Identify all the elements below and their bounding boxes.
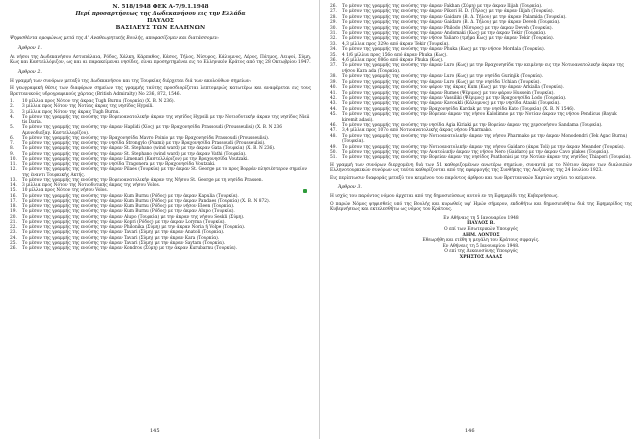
issuer: ΠΑΥΛΟΣ: [147, 18, 174, 24]
list-item-text: Το μέσον της γραμμής της ενούσης την άκραν Gaidaro (Β. Δ. Τήλου) με την άκραν Palamida (Τουρκία).: [342, 14, 567, 20]
list-item-text: Το μέσον της γραμμής της ενούσης την άκραν St. Stephano (wind ward) με την άκραν Vathi (Τουρκία).: [22, 151, 247, 157]
list-item-text: Το μέσον της γραμμής της ενούσης την άκραν Rumes (Ψέριμος) με τον φάρον Hussein (Τουρκία).: [342, 90, 555, 96]
list-item-text: Το μέσον της γραμμής της ενούσης την άκραν Kopri (Ρόδος) με την άκραν Loryma (Τουρκία).: [22, 219, 226, 225]
list-item-text: Το μέσον της γραμμής της ενούσης την άκραν Vassiliki (Ψέριμος) με την Βραχονησίδα Lodo (Τουρκία).: [342, 95, 567, 101]
list-item-text: Το μέσον της γραμμής της ενούσης την άκραν Luro (Κως) με την νησίδα Uchian (Τουρκία).: [342, 79, 541, 85]
list-item-text: 10 μίλλια προς Νότον της άκρας Tugh Burnu (Τουρκία) (Χ. Β. Ν 236).: [22, 99, 175, 104]
list-item: [10, 167, 311, 178]
list-item-number: 11.: [10, 162, 17, 167]
list-item-number: 46.: [330, 122, 337, 128]
list-item-number: 3.: [10, 109, 15, 115]
list-item-number: 28.: [330, 14, 337, 20]
list-item-number: 33.: [330, 41, 337, 47]
list-item-number: 29.: [330, 20, 337, 26]
king-title: ΒΑΣΙΛΕΥΣ ΤΩΝ ΕΛΛΗΝΩΝ: [115, 25, 206, 31]
list-item-text: Το μέσον της γραμμής της ενούσης την άκραν Kavoukli (Κάλυμνος) με την νησίδα Ataaki (Τουρκία).: [342, 101, 561, 107]
list-item-text: Το μέσον της γραμμής της ενούσης την άκραν Kum Burnu (Ρόδος) με την νήσον Eleen (Τουρκία).: [22, 204, 235, 209]
list-item-text: Το μέσον της γραμμής της ενούσης την άκραν Philonika (Σύμη) με την άκραν Noria ή Volpe (Τουρκία).: [22, 225, 246, 230]
list-item: [330, 112, 632, 123]
list-item-number: 8.: [10, 146, 15, 152]
list-item-number: 49.: [330, 144, 337, 150]
list-item-text: 10 μίλλια προς Νότον της νήσου Volos.: [22, 188, 108, 194]
list-item-number: 7.: [10, 141, 15, 146]
list-item-number: 27.: [330, 9, 337, 15]
signature-block: [330, 216, 632, 261]
list-item-text: Το μέσον της γραμμής της ενούσης την άκραν St. Stephano (wind ward) με την άκραν Gata (Τουρκία) (Χ. Β. Ν 236).: [22, 146, 276, 152]
article-2-text: Η γραμμή των συνόρων μεταξύ της Δωδεκανήσου και της Τουρκίας διέρχεται διά των ακολούθων σημείων:: [10, 78, 251, 84]
list-item-number: 41.: [330, 90, 337, 96]
list-item-number: 21.: [10, 219, 17, 225]
list-item-number: 47.: [330, 128, 337, 134]
page-number: 145: [150, 428, 160, 434]
list-item-text: Το μέσον της γραμμής της ενούσης την άκραν Pikori H. D. (Τήλος) με την άκραν Ilijah (Τουρκία).: [342, 9, 554, 15]
list-item-number: 15.: [10, 188, 17, 194]
list-item-number: 38.: [330, 74, 337, 80]
article-2-heading: Άρθρον 2.: [18, 69, 42, 75]
list-item-text: 4,6 μίλλια προς 086ο από άκραν Phuka (Κως).: [342, 58, 444, 64]
list-item-number: 2.: [10, 104, 15, 110]
list-item-text: Το μέσον της γραμμής της ενούσης την Βραχονησίδα Mavro Poinio με την Βραχονησίδα Prassoudi (Prousseulisi).: [22, 135, 270, 141]
list-item-number: 32.: [330, 36, 337, 42]
list-item-number: 20.: [10, 214, 17, 220]
list-item-text: Το μέσον της γραμμής της ενούσης την άκραν Kondros (Σύμη) με την άκραν Kurubarnu (Τουρκία).: [22, 246, 237, 251]
list-item-text: Το μέσον της γραμμής της ενούσης την Νοτιοανατολικήν άκραν της νήσου Gaidaro (άκρα Toli) με την άκραν Meander (Τουρκία).: [342, 144, 625, 150]
list-item-number: 22.: [10, 225, 17, 230]
list-item-text: Το μέσον της γραμμής της ενούσης την άκραν Gaidaro (Β. Δ. Τήλου) με την άκραν Deveh (Τουρκία).: [342, 20, 561, 26]
list-item-text: Το μέσον της γραμμής της ενούσης την άκραν Tavari (Σύμη) με την άκραν Anatoli (Τουρκία).: [22, 230, 225, 236]
list-item-number: 9.: [10, 151, 15, 157]
list-item-number: 37.: [330, 63, 337, 69]
list-item-number: 36.: [330, 58, 337, 64]
article-3-heading: Άρθρον 3.: [338, 185, 362, 191]
article-1-text: Αι νήσοι της Δωδεκανήσου Αστυπάλαια, Ρόδος, Χάλκη, Κάρπαθος, Κάσος, Τήλος, Νίσυρος, Κάλυμνος, Λέρος, Πάτμος, Λειψοί, Σύμη, Κως και Καστελλόριζον, ως και αι παρακείμεναι νησίδες, είναι προσηρτημέναι εις το Ελληνικόν Κράτος από της 28 Οκτωβρίου 1947.: [10, 54, 311, 65]
list-item-text: Το μέσον της γραμμής της ενούσης την άκραν Andomaki (Κως) με την άκραν Tekir (Τουρκία).: [342, 31, 547, 37]
list-item: [330, 155, 632, 160]
list-item-number: 42.: [330, 95, 337, 101]
list-item-text: Το μέσον της γραμμής της ενούσης την Βόρειαν άκραν της νήσου Kalolimno με την Νοτίαν άκραν της νήσου Pendicus (Bayuk kiremit adasi).: [342, 112, 617, 123]
list-item-text: Το μέσον της γραμμής της ενούσης την Ανατολικήν άκραν της νήσου Nero (Gaidaro) με την άκραν Cavo plakes (Τουρκία).: [342, 149, 610, 155]
list-item-text: Το μέσον της γραμμής της ενούσης την Βορειοανατολικήν άκραν της Νήσου St. George με τη νησίδα Prassen.: [22, 177, 263, 183]
list-item-number: 26.: [330, 4, 337, 9]
list-item-number: 34.: [330, 47, 337, 53]
list-item-text: Το μέσον της γραμμής της ενούσης την άκραν Philodo (Νίσυρος) με την άκραν Deveh (Τουρκία).: [342, 25, 553, 31]
list-item-number: 17.: [10, 198, 17, 204]
list-item: [10, 125, 311, 136]
list-item-number: 18.: [10, 204, 17, 209]
signer-3-role: Ο επί της Δικαιοσύνης Υπουργός: [444, 249, 518, 255]
list-item-number: 43.: [330, 101, 337, 107]
list-item-number: 44.: [330, 106, 337, 112]
list-item-text: Το μέσον της γραμμής της ενούσης την άκραν Kum Burnu (Ρόδος) με την άκραν Alupo (Τουρκία).: [22, 209, 235, 215]
list-item-number: 51.: [330, 155, 337, 161]
list-item-number: 19.: [10, 209, 17, 215]
list-item-number: 4.: [10, 114, 15, 120]
list-item-number: 6.: [10, 135, 15, 141]
list-item-number: 24.: [10, 235, 17, 241]
boundary-points-list: [10, 99, 311, 251]
list-item-number: 39.: [330, 79, 337, 85]
list-item-text: Το μέσον της γραμμής της ενούσης την άκραν Luro (Κως) με την Βραχονησίδα την κειμένην εις την Νοτιοανατολικήν άκραν της νήσου Kara ada (Τουρκία).: [342, 63, 624, 74]
signer-1: ΠΑΥΛΟΣ Β.: [467, 221, 495, 227]
list-item-number: 14.: [10, 183, 17, 188]
list-item: [330, 134, 632, 145]
closing-text: Η γραμμή των συνόρων διερχομένη διά των 51 καθοριζομένων ανωτέρω σημείων, συναντά με το Νότιον άκρον των διαλοιπών Ελληνοτουρκικών συνόρων ως ταύτα καθορίζονται από της εφαρμογής της Συνθήκης της Λωζάννης της 24 Ιουλίου 1923.: [330, 162, 632, 174]
list-item-text: Το μέσον της γραμμής της ενούσης την Νοτιοανατολικήν άκραν της νήσου Pharmako με την άκραν Monodendri (Tek Agac Burnu) (Τουρκία).: [342, 133, 628, 145]
list-item-number: 45.: [330, 112, 337, 118]
list-item-number: 10.: [10, 156, 17, 162]
list-item-text: Το μέσον της γραμμής της ενούσης την άκραν Haplidi (Χίος) με την Βραχονησίδα Prassoudi (Prousseulisi) (Χ. Β. Ν 236 Αμυνοδιεξαγ. Καστελλορίζου).: [22, 125, 282, 136]
list-item-text: Το μέσον της γραμμής της ενούσης την Βραχονησίδα Kardak με την νησίδα Kato (Τουρκία) (Χ. Β. Ν 1546).: [342, 106, 575, 112]
list-item-text: 4,3 μίλλια προς 329ο από άκραν Tekir (Τουρκία).: [342, 41, 450, 47]
list-item-number: 31.: [330, 31, 337, 37]
signing-place-2: Εν Αθήναις τη 5 Ιανουαρίου 1948.: [442, 243, 520, 249]
list-item-number: 26.: [10, 246, 17, 251]
list-item-text: 3 μίλλια προς Νότον της άκρας Tugh Burnu.: [22, 109, 120, 115]
list-item-text: Το μέσον της γραμμής της ενούσης την άκραν Kum Burnu (Ρόδος) με την άκραν Kapulia (Τουρκία).: [22, 193, 239, 199]
list-item-text: Το μέσον της γραμμής της ενούσης τον φάρον της άκρας Kum (Κως) με την άκραν Arkialla (Τουρκία).: [342, 85, 564, 91]
closing-text-2: Εις περίπτωσιν διαφοράς μεταξύ του κειμένου του παρόντος άρθρου και των Βρεττανικών Χαρτών ισχύει το κείμενον.: [330, 175, 597, 181]
list-item-text: Το μέσον της γραμμής της ενούσης την Βορείαν άκραν της νησίδος Psathonisi με την Νοτίαν άκραν της νησίδος Thiapori (Τουρκία).: [342, 155, 632, 161]
list-item-number: 23.: [10, 230, 17, 236]
law-number: Ν. 518/1948 ΦΕΚ Α-7/9.1.1948: [112, 4, 209, 10]
list-item-text: Το μέσον της γραμμής της ενούσης την νησίδα Agia Kiriaki με την Βορείαν άκραν της χερσονήσου Sandama (Τουρκία).: [342, 122, 603, 128]
list-item-text: Το μέσον της γραμμής της ενούσης την Βορειοανατολικήν άκραν της νησίδος Hypsili με την Νοτιοδυτικήν άκραν της νησίδος Nisii tis Daria.: [22, 114, 310, 125]
article-3-text: Η ισχύς του παρόντος νόμου άρχεται από της δημοσιεύσεως αυτού εν τη Εφημερίδι της Κυβερνήσεως.: [330, 194, 559, 200]
signer-2: ΔΗΜ. ΛΟΝΤΟΣ: [462, 232, 500, 238]
list-item-text: Το μέσον της γραμμής της ενούσης την άκραν Tavari (Σύμη) με την άκραν Saytam (Τουρκία).: [22, 240, 226, 246]
list-item-text: Το μέσον της γραμμής της ενούσης την νησίδα Strongylo (Psami) με την Βραχονησίδα Prassoudi (Prousseulisi).: [22, 141, 266, 146]
list-item-text: Το μέσον της γραμμής της ενούσης την νησίδα Tragonera με την Βραχονησίδα Voutzaki.: [22, 162, 216, 167]
list-item: [10, 115, 311, 126]
list-item: [330, 63, 632, 74]
article-3-text-2: Ο παρών Νόμος ψηφισθείς υπό της Βουλής και κυρωθείς υφ' Ημών σήμερον, εκδοθήτω και δημοσιευθήτω διά της Εφημερίδος της Κυβερνήσεως και εκτελεσθήτω ως νόμος του Κράτους.: [330, 201, 632, 213]
list-item-number: 40.: [330, 85, 337, 91]
signer-3: ΧΡΗΣΤΟΣ ΛΑΔΑΣ: [459, 254, 503, 260]
list-item-text: Το μέσον της γραμμής της ενούσης την άκραν Alupo (Τουρκία) με την άκραν της νήσου Seskli (Σύμη).: [22, 214, 245, 220]
list-item-text: Το μέσον της γραμμής της ενούσης την άκραν Limenari (Καστελλόριζον) με την Βραχονησίδα Voutzaki.: [22, 156, 249, 162]
preamble: Ψηφισθέντα ομοφώνως μετά της Δ' Αναθεωρητικής Βουλής, αποφασίζομεν και διατάσσομεν:: [10, 36, 219, 41]
annotation-marker-icon[interactable]: [303, 189, 307, 193]
list-item-text: Το μέσον της γραμμής της ενούσης την άκραν Fakhan (Σύμη) με την άκραν Ilijah (Τουρκία).: [342, 4, 543, 9]
seal-text: Εθεωρήθη και ετέθη η μεγάλη του Κράτους σφραγίς.: [422, 238, 540, 244]
list-item-text: Το μέσον της γραμμής της ενούσης την άκραν Phuka (Κως) με την νήσον Mordala (Τουρκία).: [342, 47, 545, 53]
article-2-text-2: Η γεωγραφική θέσις των διαφόρων σημείων της γραμμής ταύτης προσδιορίζεται λεπτομερώς κατωτέρω και αναφέρεται εις τους Βρεττανικούς υδρογραφικούς χάρτας (British Admiralty) Νο 236, 872, 1546.: [10, 86, 311, 97]
law-title: Περί προσαρτήσεως της Δωδεκανήσου εις την Ελλάδα: [75, 11, 246, 17]
signing-place-1: Εν Αθήναις τη 5 Ιανουαρίου 1948: [443, 215, 519, 221]
page-number: 146: [465, 428, 475, 434]
right-page: [320, 0, 640, 439]
list-item-text: Το μέσον της γραμμής της ενούσης την νήσον Yaliaro (τμήμα Κως) με την άκραν Tekir (Τουρκία).: [342, 36, 555, 42]
article-1-heading: Άρθρον 1.: [18, 45, 42, 51]
list-item-number: 35.: [330, 52, 337, 58]
list-item-number: 1.: [10, 99, 15, 104]
list-item-text: Το μέσον της γραμμής της ενούσης την άκραν Pilaes (Τουρκία) με την άκραν St. George με το προς Βορράν πλησιέστερον σημείον της έναντι Τουρκικής Ακτής.: [22, 167, 307, 178]
list-item-number: 13.: [10, 177, 17, 183]
boundary-points-list-continued: [330, 4, 632, 161]
list-item-text: Το μέσον της γραμμής της ενούσης την άκραν Tavari (Σύμη) με την άκραν Kara (Τουρκία).: [22, 235, 220, 241]
list-item-number: 5.: [10, 125, 15, 131]
list-item-text: Το μέσον της γραμμής της ενούσης την άκραν Kum Burnu (Ρόδος) με την άκραν Pandaes (Τουρκία) (Χ. Β. Ν 872).: [22, 198, 270, 204]
list-item-text: Το μέσον της γραμμής της ενούσης την άκραν Luro (Κως) με την νησίδα Gurinjik (Τουρκία).: [342, 74, 544, 80]
list-item-text: 3 μίλλια προς Νότον της Νοτίας άκρας της νησίδος Hypsili.: [22, 104, 154, 110]
list-item-number: 50.: [330, 149, 337, 155]
list-item-number: 16.: [10, 193, 17, 199]
list-item-text: 4 1/6 μίλλια προς 156ο από άκραν Phuka (Κως).: [342, 52, 448, 58]
signer-1-role: Ο επί των Εσωτερικών Υπουργός: [444, 226, 518, 232]
list-item-number: 30.: [330, 25, 337, 31]
list-item-number: 25.: [10, 240, 17, 246]
list-item-text: 3,4 μίλλια προς 107ο από Νοτιοανατολικής άκρας νήσου Pharmako.: [342, 128, 493, 134]
list-item-number: 12.: [10, 167, 17, 173]
list-item-text: 3 μίλλια προς Νότον της Νοτιοδυτικής άκρας της νήσου Volos.: [22, 183, 161, 188]
list-item: [10, 246, 311, 251]
list-item-number: 48.: [330, 133, 337, 139]
